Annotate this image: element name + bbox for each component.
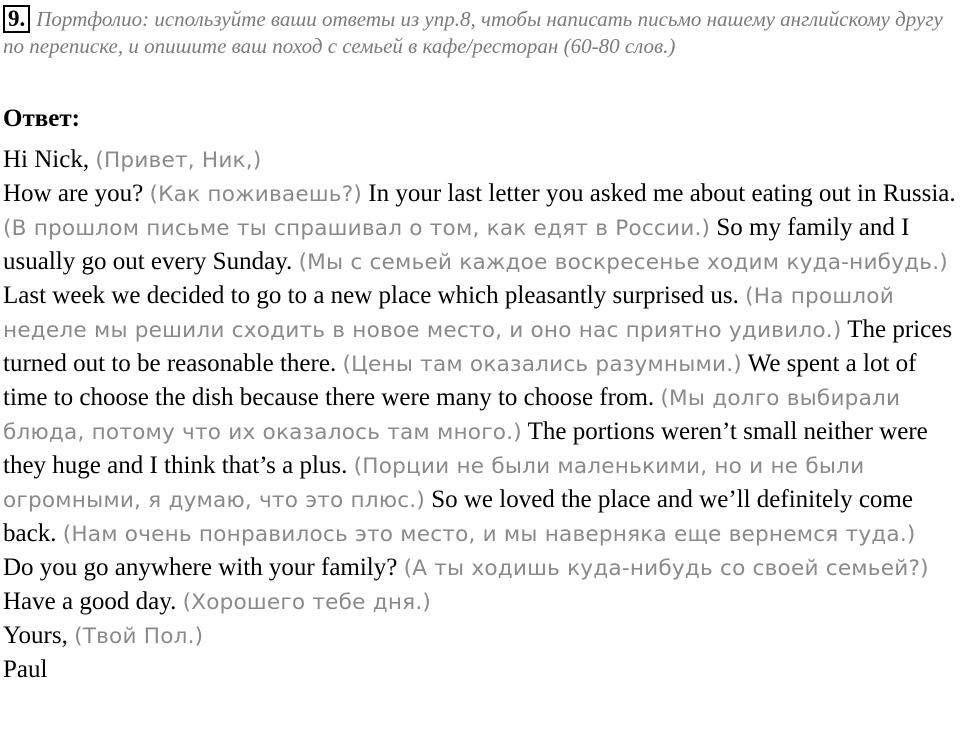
letter-greeting [3, 143, 958, 177]
sentence-ru: (А ты ходишь куда-нибудь со своей семьей?) [403, 556, 929, 581]
sentence-en: So my family and I usually go out every Sunday. [3, 214, 910, 275]
sentence-en: We spent a lot of time to choose the dish because there were many to choose from. [3, 350, 917, 411]
sentence-en: So we loved the place and we’ll definitely come back. [3, 486, 913, 547]
task-instruction [3, 5, 958, 59]
sentence-ru: (Мы с семьей каждое воскресенье ходим куда-нибудь.) [298, 250, 948, 275]
task-number-box: 9. [3, 5, 30, 33]
sentence-en: How are you? [3, 180, 144, 207]
sentence-en: Have a good day. [3, 588, 177, 615]
letter-closing-question [3, 551, 958, 619]
sentence-en: The prices turned out to be reasonable there. [3, 316, 953, 377]
sentence-ru: (Нам очень понравилось это место, и мы наверняка еще вернемся туда.) [62, 522, 916, 547]
letter-signoff [3, 619, 958, 653]
sentence-ru: (В прошлом письме ты спрашивал о том, как едят в России.) [3, 216, 711, 241]
sentence-ru: (Хорошего тебе дня.) [182, 590, 432, 615]
sentence-en: The portions weren’t small neither were they huge and I think that’s a plus. [3, 418, 928, 479]
signoff-ru: (Твой Пол.) [74, 624, 204, 649]
sentence-ru: (Порции не были маленькими, но и не были огромными, я думаю, что это плюс.) [3, 454, 865, 513]
sentence-ru: (Как поживаешь?) [149, 182, 363, 207]
letter-signature: Paul [3, 656, 48, 683]
letter-body [3, 177, 958, 551]
sentence-en: In your last letter you asked me about eating out in Russia. [368, 180, 956, 207]
document-page [3, 5, 958, 686]
sentence-en: Do you go anywhere with your family? [3, 554, 398, 581]
greeting-en: Hi Nick, [3, 146, 90, 173]
greeting-ru: (Привет, Ник,) [95, 148, 262, 173]
task-instruction-text: Портфолио: используйте ваши ответы из упр.8, чтобы написать письмо нашему английскому другу по переписке, и опишите ваш поход с семьей в кафе/ресторан (60-80 слов.) [3, 7, 943, 58]
sentence-en: Last week we decided to go to a new place which pleasantly surprised us. [3, 282, 739, 309]
letter [3, 143, 958, 686]
signoff-en: Yours, [3, 622, 68, 649]
sentence-ru: (Мы долго выбирали блюда, потому что их оказалось там много.) [3, 386, 901, 445]
sentence-ru: (Цены там оказались разумными.) [342, 352, 742, 377]
sentence-ru: (На прошлой неделе мы решили сходить в новое место, и оно нас приятно удивило.) [3, 284, 894, 343]
answer-heading: Ответ: [3, 105, 80, 132]
